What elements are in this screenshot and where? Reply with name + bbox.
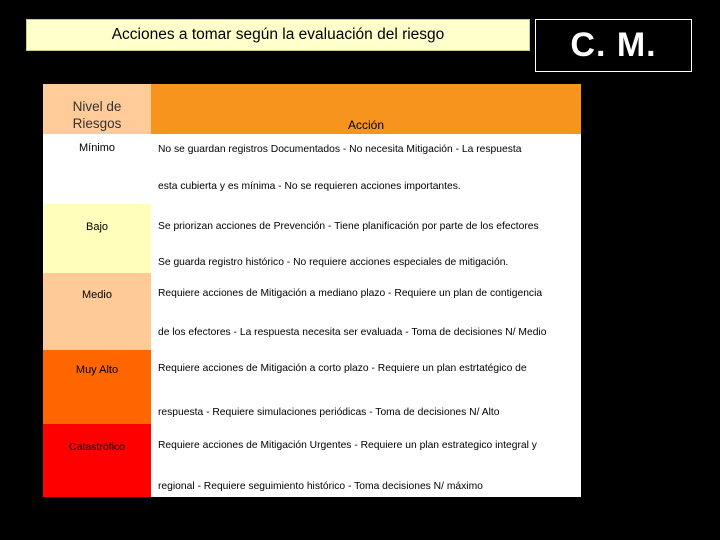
page-title: Acciones a tomar según la evaluación del riesgo xyxy=(26,19,530,51)
action-line: Se guarda registro histórico - No requiere acciones especiales de mitigación. xyxy=(158,257,509,268)
level-cell-catastrofico: Catastrófico xyxy=(43,424,151,497)
action-line: esta cubierta y es mínima - No se requieren acciones importantes. xyxy=(158,181,461,192)
action-line: Requiere acciones de Mitigación Urgentes - Requiere un plan estrategico integral y xyxy=(158,440,537,451)
action-cell-catastrofico xyxy=(151,424,581,497)
action-cell-muy-alto xyxy=(151,350,581,424)
header-level xyxy=(43,84,151,134)
action-cell-bajo xyxy=(151,204,581,273)
level-cell-medio: Medio xyxy=(43,273,151,350)
action-line: Se priorizan acciones de Prevención - Tiene planificación por parte de los efectores xyxy=(158,221,539,232)
action-line: regional - Requiere seguimiento histórico - Toma decisiones N/ máximo xyxy=(158,481,483,492)
level-cell-minimo: Mínimo xyxy=(43,134,151,204)
action-line: de los efectores - La respuesta necesita ser evaluada - Toma de decisiones N/ Medio xyxy=(158,327,547,338)
header-action: Acción xyxy=(151,84,581,134)
logo: C. M. xyxy=(535,19,692,72)
action-line: No se guardan registros Documentados - No necesita Mitigación - La respuesta xyxy=(158,144,522,155)
action-line: Requiere acciones de Mitigación a mediano plazo - Requiere un plan de contigencia xyxy=(158,288,543,299)
action-cell-minimo xyxy=(151,134,581,204)
header-level-label: Nivel de Riesgos xyxy=(72,99,122,131)
risk-table xyxy=(43,84,581,497)
level-cell-bajo: Bajo xyxy=(43,204,151,273)
level-cell-muy-alto: Muy Alto xyxy=(43,350,151,424)
action-line: respuesta - Requiere simulaciones periódicas - Toma de decisiones N/ Alto xyxy=(158,407,500,418)
action-cell-medio xyxy=(151,273,581,350)
action-line: Requiere acciones de Mitigación a corto plazo - Requiere un plan estrtatégico de xyxy=(158,363,527,374)
